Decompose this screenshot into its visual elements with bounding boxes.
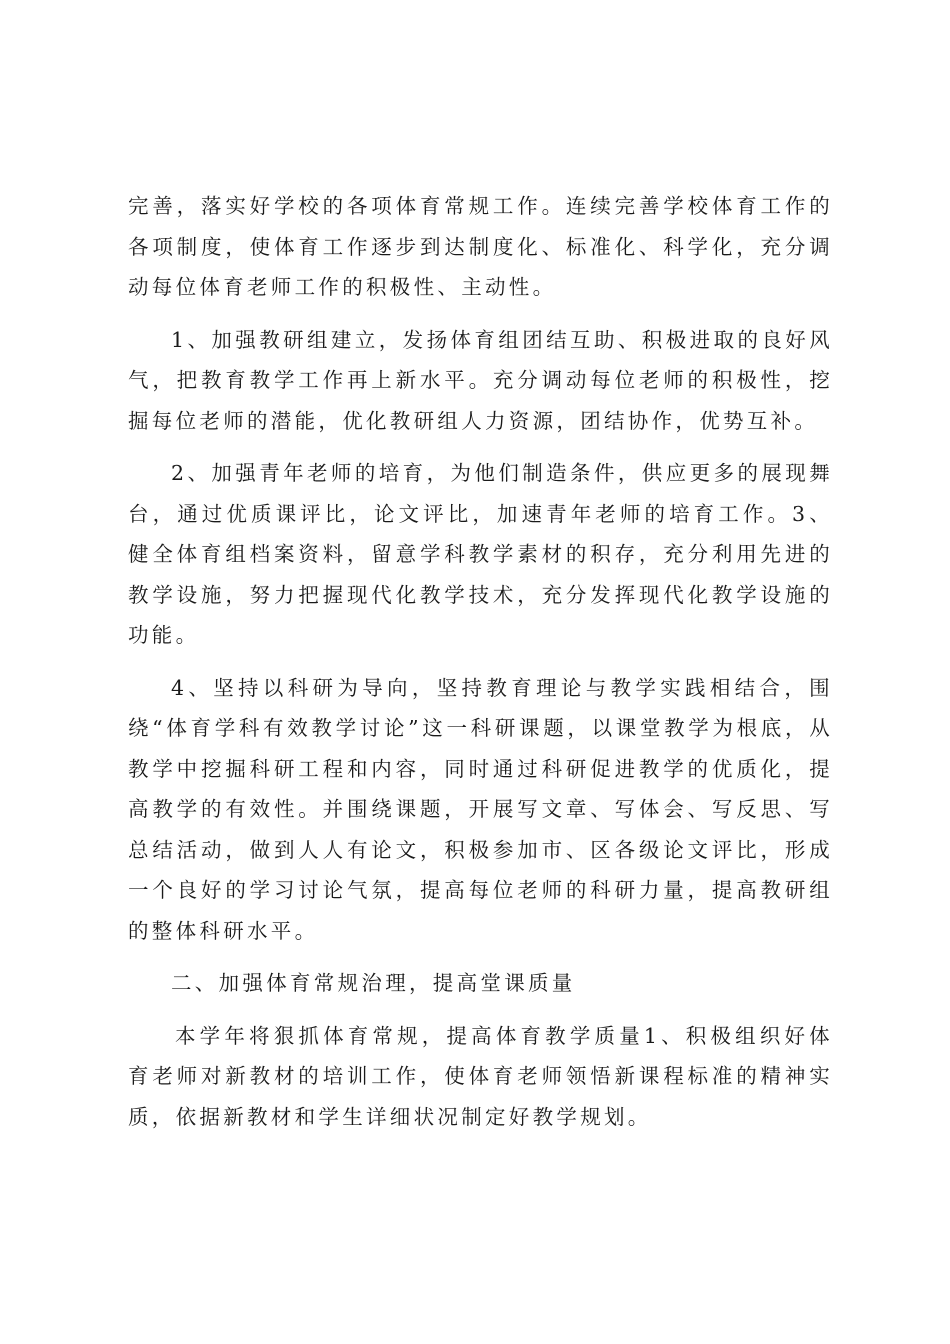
- document-body: [128, 186, 833, 1149]
- paragraph-item-2-3: 2、加强青年老师的培育，为他们制造条件，供应更多的展现舞台，通过优质课评比，论文评比，加速青年老师的培育工作。3、健全体育组档案资料，留意学科教学素材的积存，充分利用先进的教学设施，努力把握现代化教学技术，充分发挥现代化教学设施的功能。: [128, 461, 833, 647]
- section-heading: 二、加强体育常规治理，提高堂课质量: [171, 971, 576, 995]
- paragraph-item-1: 1、加强教研组建立，发扬体育组团结互助、积极进取的良好风气，把教育教学工作再上新水平。充分调动每位老师的积极性，挖掘每位老师的潜能，优化教研组人力资源，团结协作，优势互补。: [128, 327, 833, 433]
- paragraph-item-4: 4、坚持以科研为导向，坚持教育理论与教学实践相结合，围绕“体育学科有效教学讨论”这一科研课题，以课堂教学为根底，从教学中挖掘科研工程和内容，同时通过科研促进教学的优质化，提高教学的有效性。并围绕课题，开展写文章、写体会、写反思、写总结活动，做到人人有论文，积极参加市、区各级论文评比，形成一个良好的学习讨论气氛，提高每位老师的科研力量，提高教研组的整体科研水平。: [128, 675, 833, 943]
- paragraph-section-body: 本学年将狠抓体育常规，提高体育教学质量1、积极组织好体育老师对新教材的培训工作，使体育老师领悟新课程标准的精神实质，依据新教材和学生详细状况制定好教学规划。: [128, 1023, 833, 1129]
- paragraph-continuation: 完善，落实好学校的各项体育常规工作。连续完善学校体育工作的各项制度，使体育工作逐步到达制度化、标准化、科学化，充分调动每位体育老师工作的积极性、主动性。: [128, 194, 833, 299]
